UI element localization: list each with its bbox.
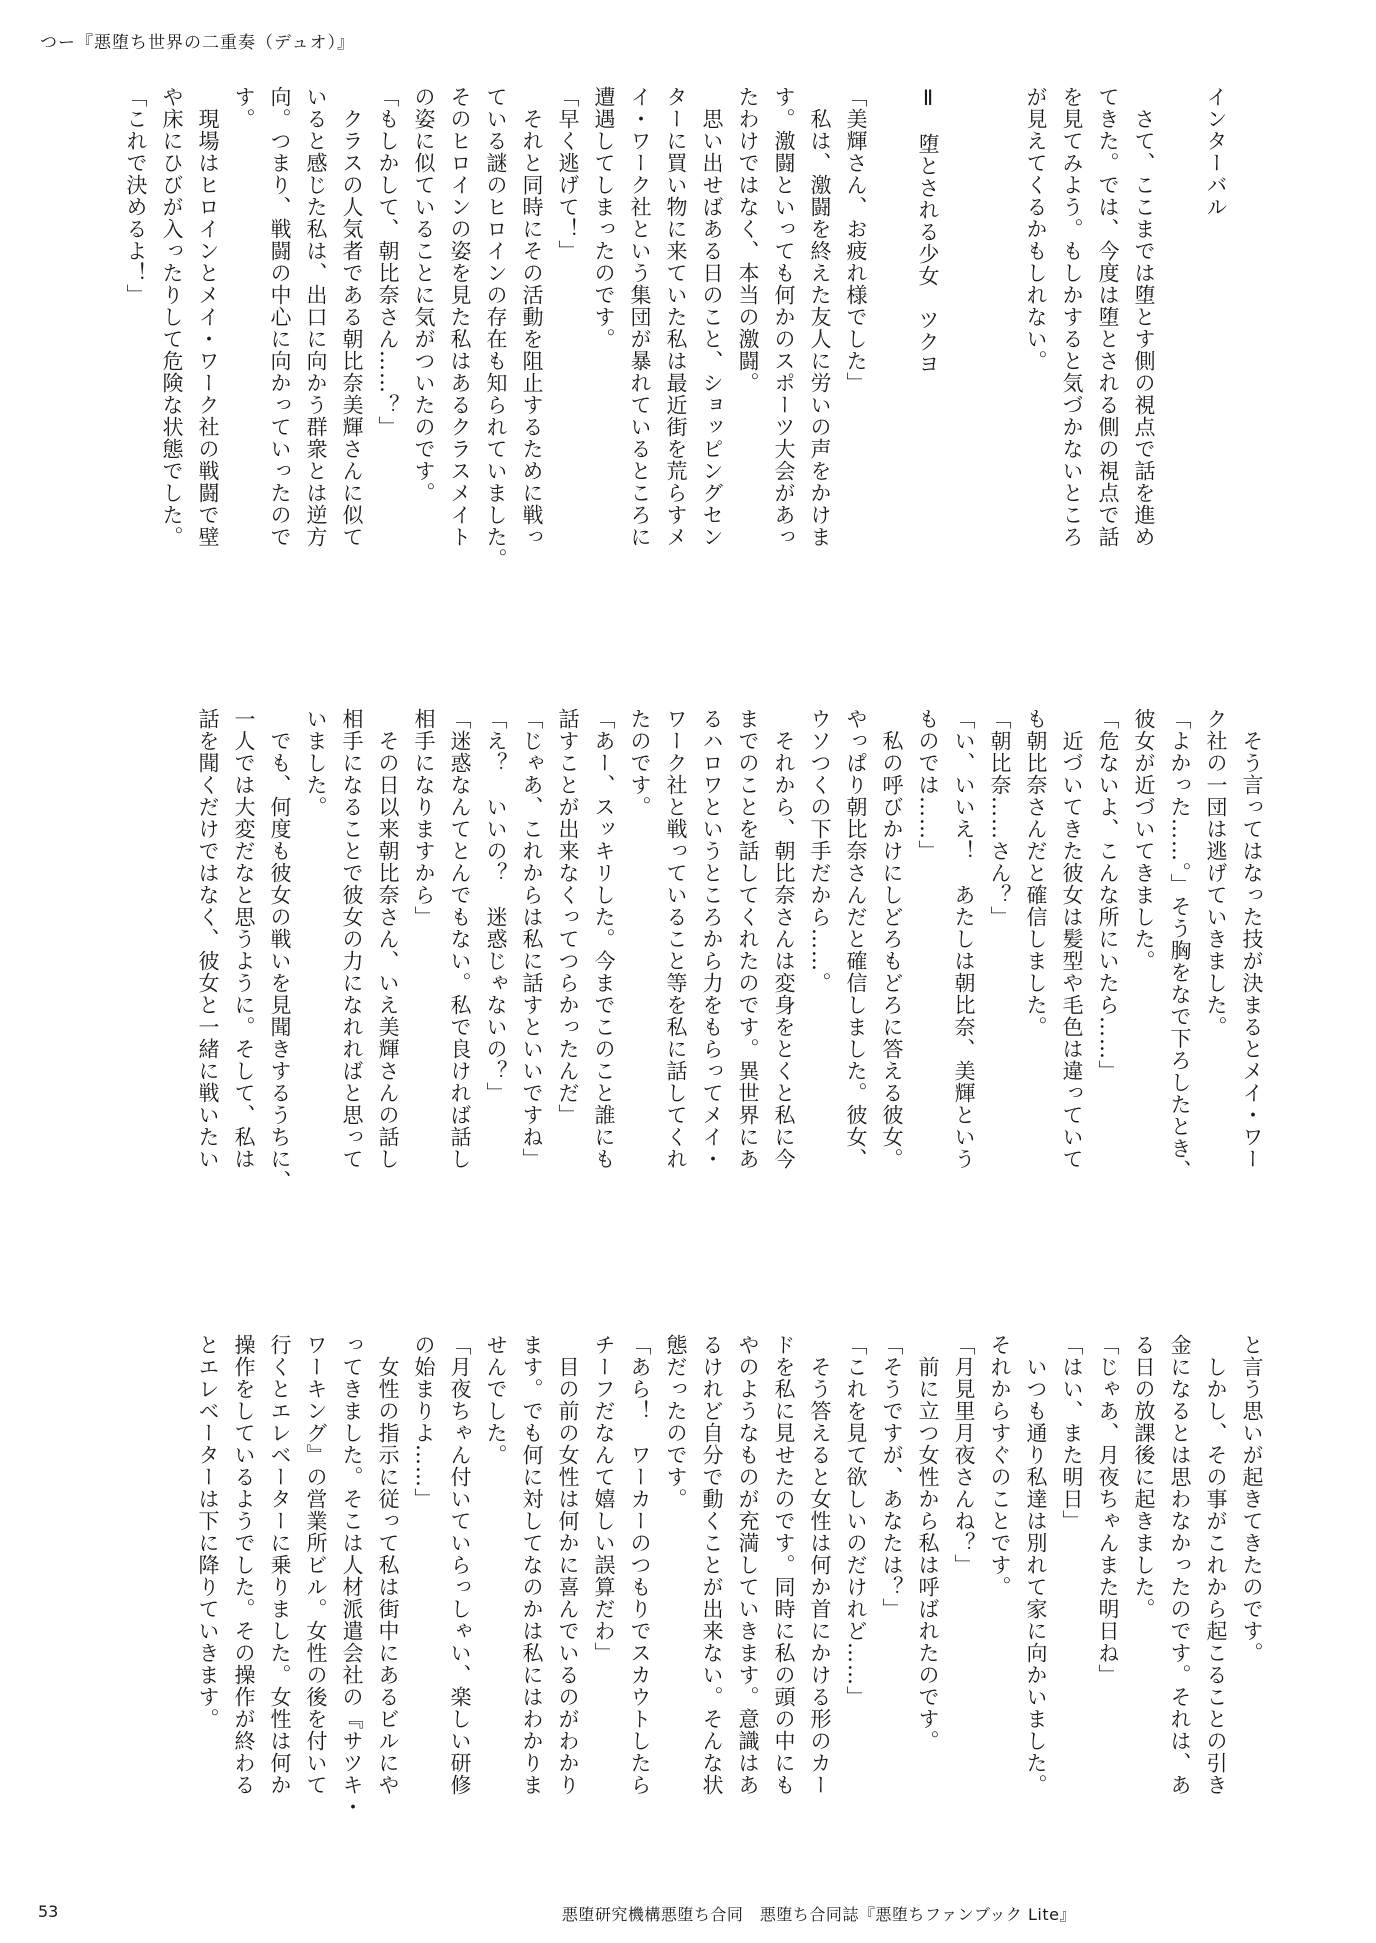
column-spacer [874, 86, 910, 676]
text-column: 相手になりますから」 [412, 708, 436, 928]
text-column: す。激闘といっても何かのスポーツ大会があっ [772, 86, 796, 548]
page-number: 53 [38, 1902, 59, 1921]
text-column: が見えてくるかもしれない。 [1024, 86, 1048, 372]
column-spacer [946, 86, 982, 676]
text-column: いると感じた私は、出口に向かう群衆とは逆方 [304, 86, 328, 548]
text-column: 「そうですが、あなたは？」 [880, 1334, 904, 1620]
text-column: とエレベーターは下に降りていきます。 [196, 1334, 220, 1730]
text-column: さて、ここまでは堕とす側の視点で話を進め [1132, 86, 1156, 548]
text-column: いました。 [304, 708, 328, 818]
text-column: 一人では大変だなと思うように。そして、私は [232, 708, 256, 1170]
text-column: 私は、激闘を終えた友人に労いの声をかけま [808, 86, 832, 548]
text-column: それからすぐのことです。 [988, 1334, 1012, 1598]
text-column: イ・ワーク社という集団が暴れているところに [628, 86, 652, 548]
text-column: 前に立つ女性から私は呼ばれたのです。 [916, 1334, 940, 1752]
text-column: 「い、いいえ！ あたしは朝比奈、美輝という [952, 708, 976, 1170]
text-column: 「これを見て欲しいのだけれど……」 [844, 1334, 868, 1708]
text-column: 「あー、スッキリした。今までこのこと誰にも [592, 708, 616, 1170]
text-tier-top [110, 86, 1270, 676]
text-column: たわけではなく、本当の激闘。 [736, 86, 760, 394]
column-spacer [1162, 86, 1198, 676]
text-column: 向。つまり、戦闘の中心に向かっていったので [268, 86, 292, 548]
text-column: る日の放課後に起きました。 [1132, 1334, 1156, 1620]
text-column: ものでは……」 [916, 708, 940, 862]
text-tier-bottom [110, 1334, 1270, 1898]
text-column: 「迷惑なんてとんでもない。私で良ければ話し [448, 708, 472, 1170]
text-column: 「月見里月夜さんね？」 [952, 1334, 976, 1576]
text-column: 「よかった……。」そう胸をなで下ろしたとき、 [1168, 708, 1192, 1182]
text-column: せんでした。 [484, 1334, 508, 1466]
text-column: 操作をしているようでした。その操作が終わる [232, 1334, 256, 1796]
text-column: 現場はヒロインとメイ・ワーク社の戦闘で壁 [196, 86, 220, 548]
text-column: ドを私に見せたのです。同時に私の頭の中にも [772, 1334, 796, 1796]
text-column: 目の前の女性は何かに喜んでいるのがわかり [556, 1334, 580, 1796]
text-column: たのです。 [628, 708, 652, 818]
text-column: 態だったのです。 [664, 1334, 688, 1510]
text-column: 話を聞くだけではなく、彼女と一緒に戦いたい [196, 708, 220, 1170]
text-column: 行くとエレベーターに乗りました。女性は何か [268, 1334, 292, 1796]
text-column: いつも通り私達は別れて家に向かいました。 [1024, 1334, 1048, 1796]
text-column: 「危ないよ、こんな所にいたら……」 [1096, 708, 1120, 1082]
text-column: ます。でも何に対してなのかは私にはわかりま [520, 1334, 544, 1796]
text-column: そう言ってはなった技が決まるとメイ・ワー [1240, 708, 1264, 1170]
text-column: 相手になることで彼女の力になれればと思って [340, 708, 364, 1170]
text-column: 「じゃあ、これからは私に話すといいですね」 [520, 708, 544, 1170]
text-column: てきた。では、今度は堕とされる側の視点で話 [1096, 86, 1120, 548]
section-heading: Ⅱ 堕とされる少女 ツクヨ [916, 86, 940, 375]
text-column: でも、何度も彼女の戦いを見聞きするうちに、 [268, 708, 292, 1192]
text-column: 女性の指示に従って私は街中にあるビルにや [376, 1334, 400, 1796]
text-column: 「美輝さん、お疲れ様でした」 [844, 86, 868, 394]
text-column: 「もしかして、朝比奈さん……？」 [376, 86, 400, 438]
text-column: ターに買い物に来ていた私は最近街を荒らすメ [664, 86, 688, 548]
footer-credit: 悪堕研究機構悪堕ち合同 悪堕ち合同誌『悪堕ちファンブック Lite』 [561, 1905, 1076, 1924]
text-column: ワーク社と戦っていること等を私に話してくれ [664, 708, 688, 1170]
text-column: それから、朝比奈さんは変身をとくと私に今 [772, 708, 796, 1170]
text-column: 思い出せばある日のこと、ショッピングセン [700, 86, 724, 548]
text-column: ている謎のヒロインの存在も知られていました。 [484, 86, 508, 570]
column-spacer [982, 86, 1018, 676]
text-column: それと同時にその活動を阻止するために戦っ [520, 86, 544, 548]
text-tier-middle [110, 708, 1270, 1298]
text-column: るハロワというところから力をもらってメイ・ [700, 708, 724, 1170]
text-column: 「え？ いいの？ 迷惑じゃないの？」 [484, 708, 508, 1104]
text-column: しかし、その事がこれから起こることの引き [1204, 1334, 1228, 1796]
text-column: を見てみよう。もしかすると気づかないところ [1060, 86, 1084, 548]
text-column: やっぱり朝比奈さんだと確信しました。彼女、 [844, 708, 868, 1170]
text-column: やのようなものが充満していきます。意識はあ [736, 1334, 760, 1796]
text-column: 「これで決めるよ！」 [124, 86, 148, 306]
text-column: その日以来朝比奈さん、いえ美輝さんの話し [376, 708, 400, 1170]
text-column: そう答えると女性は何か首にかける形のカー [808, 1334, 832, 1796]
text-column: 「月夜ちゃん付いていらっしゃい、楽しい研修 [448, 1334, 472, 1796]
text-column: ウソつくの下手だから……。 [808, 708, 832, 994]
text-column: ってきました。そこは人材派遣会社の『サツキ・ [340, 1334, 364, 1818]
text-column: 話すことが出来なくってつらかったんだ」 [556, 708, 580, 1126]
text-column: 私の呼びかけにしどろもどろに答える彼女。 [880, 708, 904, 1170]
page-footer [0, 1902, 1376, 1926]
text-column: ク社の一団は逃げていきました。 [1204, 708, 1228, 1038]
text-column: クラスの人気者である朝比奈美輝さんに似て [340, 86, 364, 548]
text-column: ワーキング』の営業所ビル。女性の後を付いて [304, 1334, 328, 1796]
text-column: 「朝比奈……さん？」 [988, 708, 1012, 928]
text-column: 彼女が近づいてきました。 [1132, 708, 1156, 972]
text-column: 「あら！ ワーカーのつもりでスカウトしたら [628, 1334, 652, 1796]
section-heading: インターバル [1204, 86, 1228, 218]
text-column: そのヒロインの姿を見た私はあるクラスメイト [448, 86, 472, 548]
text-column: チーフだなんて嬉しい誤算だわ」 [592, 1334, 616, 1664]
text-column: と言う思いが起きてきたのです。 [1240, 1334, 1264, 1664]
text-column: の姿に似ていることに気がついたのです。 [412, 86, 436, 504]
text-column: 「はい、また明日」 [1060, 1334, 1084, 1532]
text-column: 遭遇してしまったのです。 [592, 86, 616, 350]
text-column: 「早く逃げて！」 [556, 86, 580, 262]
text-column: 金になるとは思わなかったのです。それは、あ [1168, 1334, 1192, 1796]
text-column: も朝比奈さんだと確信しました。 [1024, 708, 1048, 1038]
text-column: るけれど自分で動くことが出来ない。そんな状 [700, 1334, 724, 1796]
text-column: や床にひびが入ったりして危険な状態でした。 [160, 86, 184, 548]
column-spacer [1234, 86, 1270, 676]
text-column: 近づいてきた彼女は髪型や毛色は違っていて [1060, 708, 1084, 1170]
text-column: 「じゃあ、月夜ちゃんまた明日ね」 [1096, 1334, 1120, 1686]
text-column: す。 [232, 86, 256, 130]
text-column: の始まりよ……」 [412, 1334, 436, 1510]
text-column: までのことを話してくれたのです。異世界にあ [736, 708, 760, 1170]
running-title: つー『悪堕ち世界の二重奏（デュオ）』 [40, 33, 355, 53]
